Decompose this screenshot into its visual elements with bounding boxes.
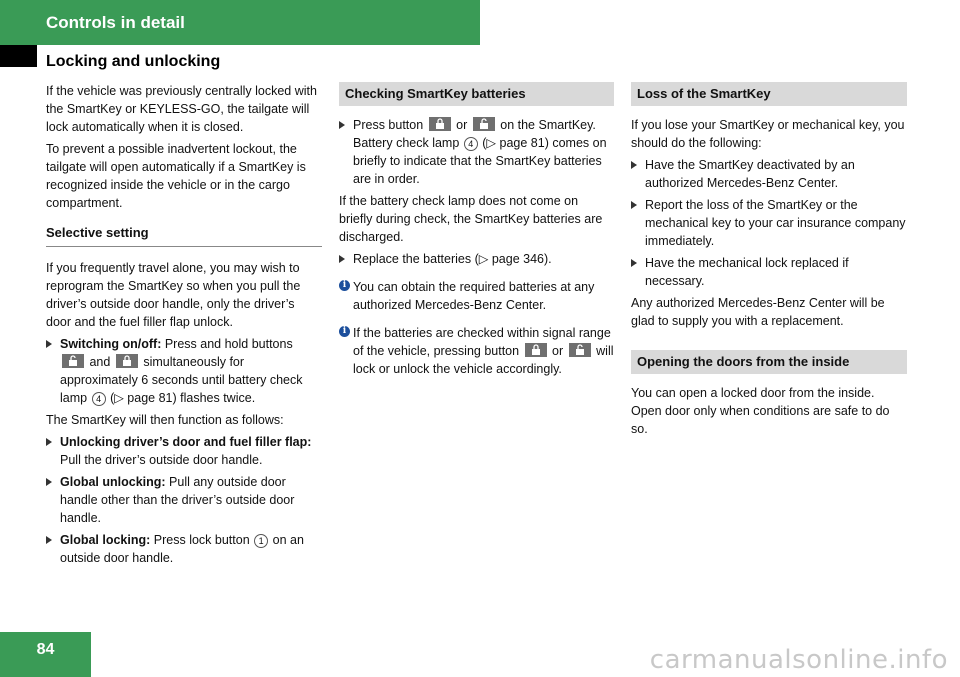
bullet-text: and [89, 355, 111, 369]
list-item [631, 196, 907, 250]
bullet-arrow-icon [339, 255, 345, 263]
callout-number: 4 [92, 392, 106, 406]
bullet-text: Press button [353, 118, 424, 132]
bullet-text: Have the mechanical lock replaced if necessary. [645, 256, 849, 288]
opening-doors-heading: Opening the doors from the inside [631, 350, 907, 374]
chapter-title: Controls in detail [46, 13, 185, 32]
lock-key-icon [429, 117, 451, 131]
list-item [631, 254, 907, 290]
callout-number: 1 [254, 534, 268, 548]
loss-heading: Loss of the SmartKey [631, 82, 907, 106]
bullet-arrow-icon [46, 536, 52, 544]
unlock-key-icon [62, 354, 84, 368]
info-icon: i [339, 326, 350, 337]
bullet-text: (▷ page 81) comes on briefly to indicate that the SmartKey batteries are in order. [353, 136, 607, 186]
bullet-label: Switching on/off: [60, 337, 162, 351]
loss-paragraph: If you lose your SmartKey or mechanical key, you should do the following: [631, 118, 905, 150]
discharged-paragraph: If the battery check lamp does not come on briefly during check, the SmartKey batteries are discharged. [339, 194, 603, 244]
bullet-text: Replace the batteries (▷ page 346). [353, 252, 552, 266]
intro-paragraph-2: To prevent a possible inadvertent lockout, the tailgate will open automatically if a SmartKey is recognized inside the vehicle or in the cargo compartment. [46, 142, 306, 210]
bullet-arrow-icon [631, 201, 637, 209]
info-note [339, 278, 614, 314]
bullet-text: Pull any outside door handle other than the driver’s outside door handle. [60, 475, 295, 525]
opening-paragraph: You can open a locked door from the inside. Open door only when conditions are safe to do so. [631, 386, 890, 436]
bullet-arrow-icon [46, 340, 52, 348]
bullet-text: Pull the driver’s outside door handle. [60, 453, 263, 467]
bullet-text: Press and hold buttons [161, 337, 293, 351]
list-item [46, 531, 322, 567]
bullet-text: Report the loss of the SmartKey or the mechanical key to your car insurance company immediately. [645, 198, 906, 248]
intro-paragraph: If the vehicle was previously centrally locked with the SmartKey or KEYLESS-GO, the tailgate will lock automatically when it is closed. [46, 84, 317, 134]
unlock-key-icon [473, 117, 495, 131]
selective-paragraph: If you frequently travel alone, you may wish to reprogram the SmartKey so when you pull the driver’s outside door handle, only the driver’s door and the fuel filler flap unlock. [46, 261, 301, 329]
note-text: will lock or unlock the vehicle accordingly. [353, 344, 614, 376]
bullet-arrow-icon [631, 259, 637, 267]
list-item [46, 473, 322, 527]
column-left [46, 82, 322, 571]
bullet-text: (▷ page 81) flashes twice. [110, 391, 256, 405]
bullet-text: Press lock button [150, 533, 250, 547]
lock-key-icon [116, 354, 138, 368]
list-item [46, 335, 322, 407]
list-item [339, 116, 614, 188]
replacement-paragraph: Any authorized Mercedes-Benz Center will be glad to supply you with a replacement. [631, 296, 885, 328]
note-text: You can obtain the required batteries at any authorized Mercedes-Benz Center. [353, 280, 595, 312]
bullet-text: or [456, 118, 468, 132]
bullet-label: Global locking: [60, 533, 151, 547]
bullet-arrow-icon [339, 121, 345, 129]
after-paragraph: The SmartKey will then function as follows: [46, 413, 284, 427]
bullet-text: on an outside door handle. [60, 533, 304, 565]
unlock-key-icon [569, 343, 591, 357]
info-note [339, 324, 614, 378]
selective-setting-heading: Selective setting [46, 224, 322, 247]
section-marker [0, 45, 37, 67]
watermark: carmanualsonline.info [649, 645, 948, 675]
note-text: If the batteries are checked within signal range of the vehicle, pressing button [353, 326, 611, 358]
list-item [631, 156, 907, 192]
bullet-text: on the SmartKey. [500, 118, 596, 132]
chapter-header [0, 0, 480, 45]
bullet-label: Unlocking driver’s door and fuel filler flap: [60, 435, 312, 449]
bullet-arrow-icon [631, 161, 637, 169]
list-item [46, 433, 322, 469]
bullet-text: simultaneously for approximately 6 seconds until battery check lamp [60, 355, 303, 405]
page-number: 84 [0, 632, 91, 677]
bullet-text: Battery check lamp [353, 136, 460, 150]
column-right [631, 82, 907, 442]
info-icon: i [339, 280, 350, 291]
lock-key-icon [525, 343, 547, 357]
bullet-text: Have the SmartKey deactivated by an authorized Mercedes-Benz Center. [645, 158, 855, 190]
section-title: Locking and unlocking [46, 53, 221, 70]
list-item [339, 250, 614, 268]
bullet-arrow-icon [46, 438, 52, 446]
column-middle [339, 82, 614, 388]
checking-batteries-heading: Checking SmartKey batteries [339, 82, 614, 106]
bullet-label: Global unlocking: [60, 475, 166, 489]
callout-number: 4 [464, 137, 478, 151]
note-text: or [552, 344, 564, 358]
bullet-arrow-icon [46, 478, 52, 486]
